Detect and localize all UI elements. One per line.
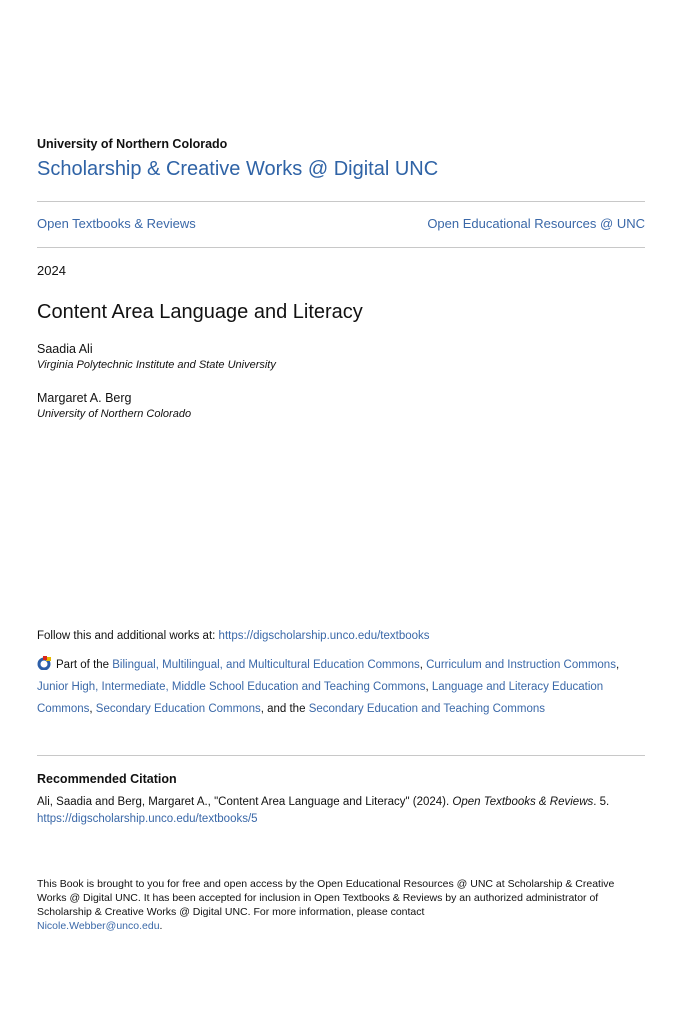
collection-nav [37, 216, 645, 231]
separator: , [615, 659, 620, 671]
notice-end: . [159, 920, 163, 932]
citation-block [37, 794, 645, 827]
divider [37, 247, 645, 248]
divider [37, 201, 645, 202]
author-name: Saadia Ali [37, 342, 93, 356]
author-name: Margaret A. Berg [37, 391, 132, 405]
access-notice [37, 877, 645, 933]
citation-text: Ali, Saadia and Berg, Margaret A., "Content Area Language and Literacy" (2024). [37, 796, 453, 808]
repository-link[interactable]: Scholarship & Creative Works @ Digital UNC [37, 158, 439, 180]
contact-email-link[interactable]: Nicole.Webber@unco.edu [37, 920, 160, 932]
work-title: Content Area Language and Literacy [37, 301, 363, 323]
follow-url-link[interactable]: https://digscholarship.unco.edu/textbooks [218, 630, 430, 642]
citation-number: . 5. [593, 796, 610, 808]
network-commons-icon [37, 656, 53, 670]
citation-url-link[interactable]: https://digscholarship.unco.edu/textbooks/5 [37, 812, 258, 825]
part-of-commons [37, 654, 645, 720]
separator: , [419, 659, 427, 671]
separator: , [89, 703, 96, 715]
notice-text: This Book is brought to you for free and open access by the Open Educational Resources @ UNC at Scholarship & Creative Works @ Digital UNC. It has been accepted for inclusion in Open Textbooks & Reviews by an authorized administrator of Scholarship & Creative Works @ Digital UNC. For more information, please contact [37, 878, 615, 918]
commons-link[interactable]: Junior High, Intermediate, Middle School Education and Teaching Commons [37, 681, 426, 693]
citation-heading: Recommended Citation [37, 772, 177, 786]
separator: , and the [260, 703, 309, 715]
commons-link[interactable]: Curriculum and Instruction Commons [426, 659, 616, 671]
commons-link[interactable]: Secondary Education Commons [95, 703, 261, 715]
commons-link[interactable]: Language and Literacy Education Commons [37, 681, 604, 715]
follow-line [37, 630, 430, 642]
institution-name: University of Northern Colorado [37, 137, 228, 151]
commons-link[interactable]: Secondary Education and Teaching Commons [308, 703, 546, 715]
part-of-prefix: Part of the [56, 659, 113, 671]
follow-label: Follow this and additional works at: [37, 630, 219, 642]
commons-link[interactable]: Bilingual, Multilingual, and Multicultural Education Commons [112, 659, 420, 671]
author [37, 342, 276, 371]
author [37, 391, 191, 420]
divider [37, 755, 645, 756]
parent-collection-link[interactable]: Open Educational Resources @ UNC [427, 216, 645, 231]
author-affiliation: Virginia Polytechnic Institute and State University [37, 359, 276, 371]
author-affiliation: University of Northern Colorado [37, 408, 192, 420]
separator: , [425, 681, 432, 693]
publication-year: 2024 [37, 263, 66, 278]
collection-link[interactable]: Open Textbooks & Reviews [37, 216, 196, 231]
citation-series: Open Textbooks & Reviews [452, 796, 594, 808]
